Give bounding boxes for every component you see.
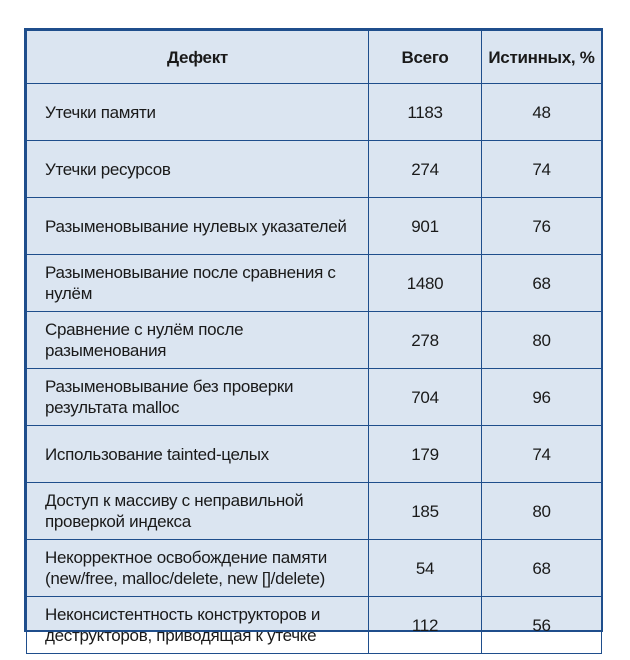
total-cell: 1183 [369,84,482,141]
true-percent-cell: 80 [482,312,602,369]
defects-table-container [24,28,603,645]
total-cell: 1480 [369,255,482,312]
table-row [27,369,602,426]
table-row [27,426,602,483]
defect-cell: Утечки памяти [27,84,369,141]
table-header-row [27,31,602,84]
table-row [27,198,602,255]
defect-cell: Разыменовывание нулевых указателей [27,198,369,255]
table-row [27,84,602,141]
total-cell: 274 [369,141,482,198]
total-cell: 185 [369,483,482,540]
defect-cell: Разыменовывание без проверки результата malloc [27,369,369,426]
true-percent-cell: 74 [482,141,602,198]
total-cell: 54 [369,540,482,597]
table-row [27,483,602,540]
defect-cell: Неконсистентность конструкторов и деструкторов, приводящая к утечке [27,597,369,654]
defect-cell: Разыменовывание после сравнения с нулём [27,255,369,312]
column-header-defect: Дефект [27,31,369,84]
true-percent-cell: 68 [482,255,602,312]
table-row [27,141,602,198]
table-row [27,540,602,597]
defect-cell: Некорректное освобождение памяти (new/free, malloc/delete, new []/delete) [27,540,369,597]
defects-table [26,30,602,654]
true-percent-cell: 74 [482,426,602,483]
total-cell: 901 [369,198,482,255]
defect-cell: Утечки ресурсов [27,141,369,198]
true-percent-cell: 96 [482,369,602,426]
true-percent-cell: 56 [482,597,602,654]
total-cell: 278 [369,312,482,369]
table-row [27,255,602,312]
true-percent-cell: 68 [482,540,602,597]
defect-cell: Использование tainted-целых [27,426,369,483]
column-header-total: Всего [369,31,482,84]
table-row [27,312,602,369]
defect-cell: Доступ к массиву с неправильной проверкой индекса [27,483,369,540]
true-percent-cell: 80 [482,483,602,540]
total-cell: 179 [369,426,482,483]
true-percent-cell: 48 [482,84,602,141]
true-percent-cell: 76 [482,198,602,255]
table-row [27,597,602,654]
column-header-true-percent: Истинных, % [482,31,602,84]
total-cell: 112 [369,597,482,654]
total-cell: 704 [369,369,482,426]
defect-cell: Сравнение с нулём после разыменования [27,312,369,369]
